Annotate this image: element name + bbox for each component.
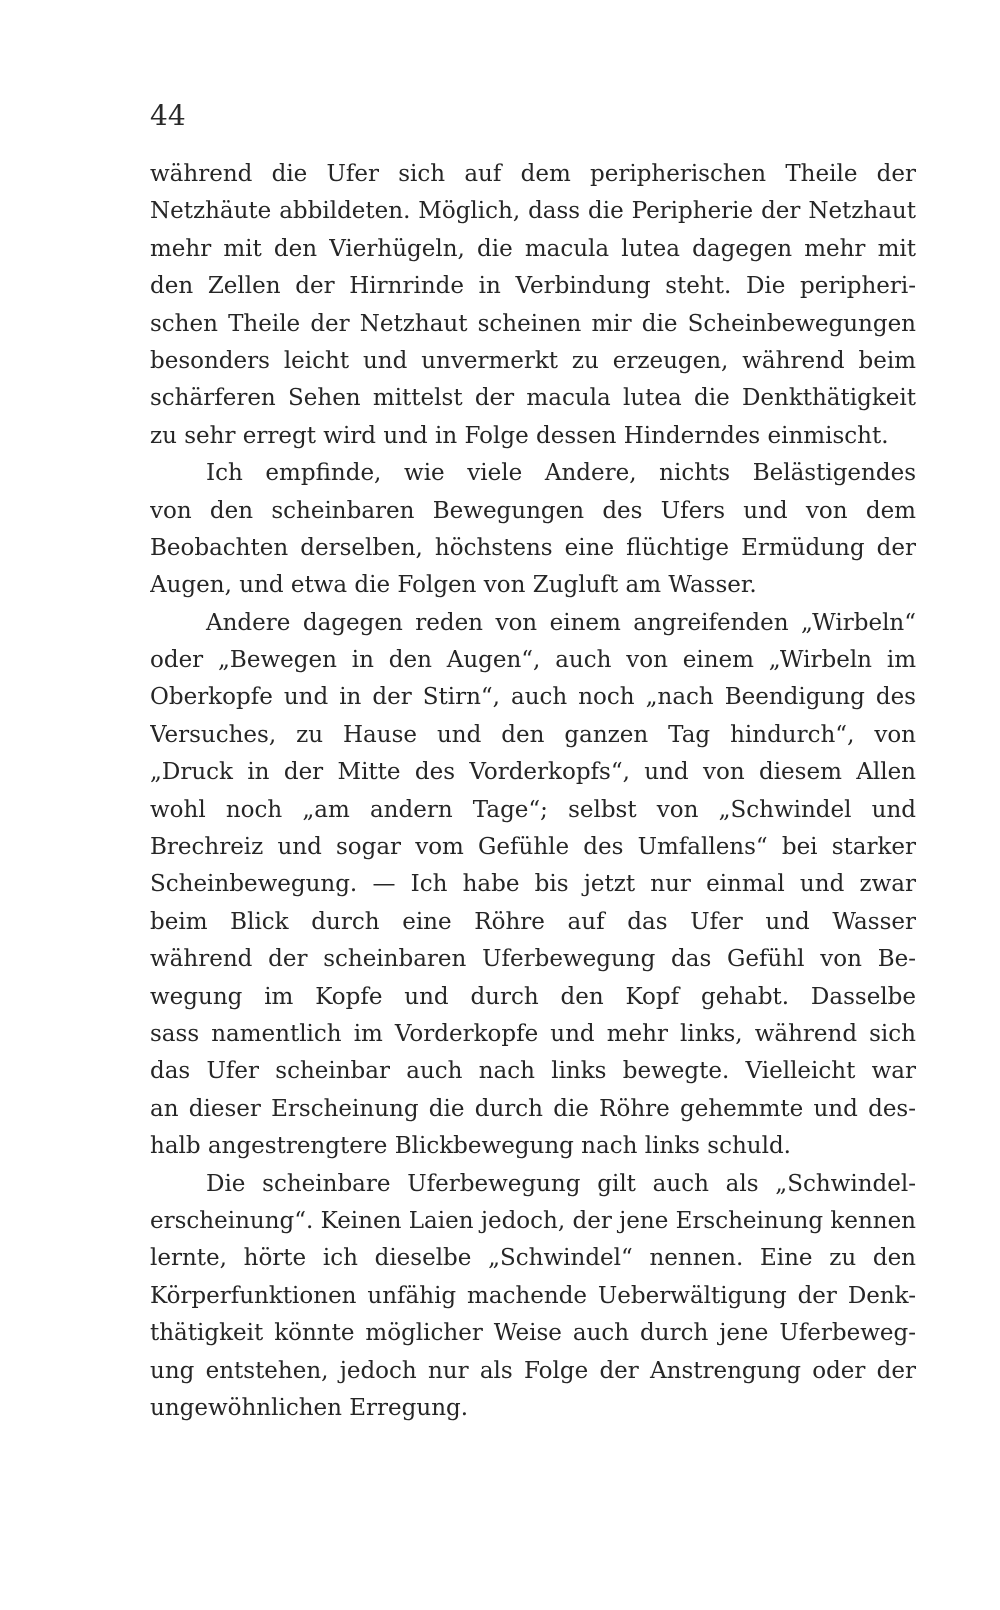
text-line: thätigkeit könnte möglicher Weise auch durch jene Uferbeweg- bbox=[150, 1320, 916, 1347]
text-line: wegung im Kopfe und durch den Kopf gehabt. Dasselbe bbox=[150, 983, 916, 1010]
text-line: Beobachten derselben, höchstens eine flüchtige Ermüdung der bbox=[150, 534, 916, 561]
page-number: 44 bbox=[150, 99, 186, 132]
paragraph-start-line: Andere dagegen reden von einem angreifenden „Wirbeln“ bbox=[206, 609, 916, 636]
text-line: beim Blick durch eine Röhre auf das Ufer und Wasser bbox=[150, 908, 916, 935]
paragraph-start-line: Die scheinbare Uferbewegung gilt auch als „Schwindel- bbox=[206, 1170, 916, 1197]
text-line: schen Theile der Netzhaut scheinen mir die Scheinbewegungen bbox=[150, 310, 916, 337]
text-line: ungewöhnlichen Erregung. bbox=[150, 1394, 469, 1421]
text-line: erscheinung“. Keinen Laien jedoch, der jene Erscheinung kennen bbox=[150, 1207, 916, 1234]
text-line: Oberkopfe und in der Stirn“, auch noch „nach Beendigung des bbox=[150, 684, 916, 711]
text-line: Brechreiz und sogar vom Gefühle des Umfallens“ bei starker bbox=[150, 834, 916, 861]
text-line: Netzhäute abbildeten. Möglich, dass die Peripherie der Netzhaut bbox=[150, 198, 916, 225]
text-line: Augen, und etwa die Folgen von Zugluft am Wasser. bbox=[150, 572, 757, 599]
text-line: wohl noch „am andern Tage“; selbst von „Schwindel und bbox=[150, 796, 916, 823]
text-line: an dieser Erscheinung die durch die Röhre gehemmte und des- bbox=[150, 1095, 916, 1122]
text-line: von den scheinbaren Bewegungen des Ufers und von dem bbox=[150, 497, 916, 524]
text-line: ung entstehen, jedoch nur als Folge der Anstrengung oder der bbox=[150, 1357, 916, 1384]
text-line: Körperfunktionen unfähig machende Ueberwältigung der Denk- bbox=[150, 1282, 916, 1309]
text-line: schärferen Sehen mittelst der macula lutea die Denkthätigkeit bbox=[150, 385, 916, 412]
text-line: sass namentlich im Vorderkopfe und mehr links, während sich bbox=[150, 1020, 916, 1047]
text-line: lernte, hörte ich dieselbe „Schwindel“ nennen. Eine zu den bbox=[150, 1245, 916, 1272]
body-text bbox=[150, 156, 916, 1427]
text-line: besonders leicht und unvermerkt zu erzeugen, während beim bbox=[150, 347, 916, 374]
text-line: während die Ufer sich auf dem peripherischen Theile der bbox=[150, 161, 916, 187]
text-line: Versuches, zu Hause und den ganzen Tag hindurch“, von bbox=[150, 721, 916, 748]
text-line: den Zellen der Hirnrinde in Verbindung steht. Die peripheri- bbox=[150, 273, 916, 300]
text-line: mehr mit den Vierhügeln, die macula lutea dagegen mehr mit bbox=[150, 235, 916, 262]
text-line: Scheinbewegung. — Ich habe bis jetzt nur einmal und zwar bbox=[150, 871, 916, 898]
text-line: zu sehr erregt wird und in Folge dessen Hinderndes einmischt. bbox=[150, 422, 889, 449]
text-line: halb angestrengtere Blickbewegung nach links schuld. bbox=[150, 1133, 791, 1160]
text-line: das Ufer scheinbar auch nach links bewegte. Vielleicht war bbox=[150, 1058, 916, 1085]
text-line: oder „Bewegen in den Augen“, auch von einem „Wirbeln im bbox=[150, 647, 916, 674]
text-line: während der scheinbaren Uferbewegung das Gefühl von Be- bbox=[150, 946, 916, 973]
paragraph-start-line: Ich empfinde, wie viele Andere, nichts Belästigendes bbox=[206, 460, 916, 487]
text-line: „Druck in der Mitte des Vorderkopfs“, und von diesem Allen bbox=[150, 759, 916, 786]
